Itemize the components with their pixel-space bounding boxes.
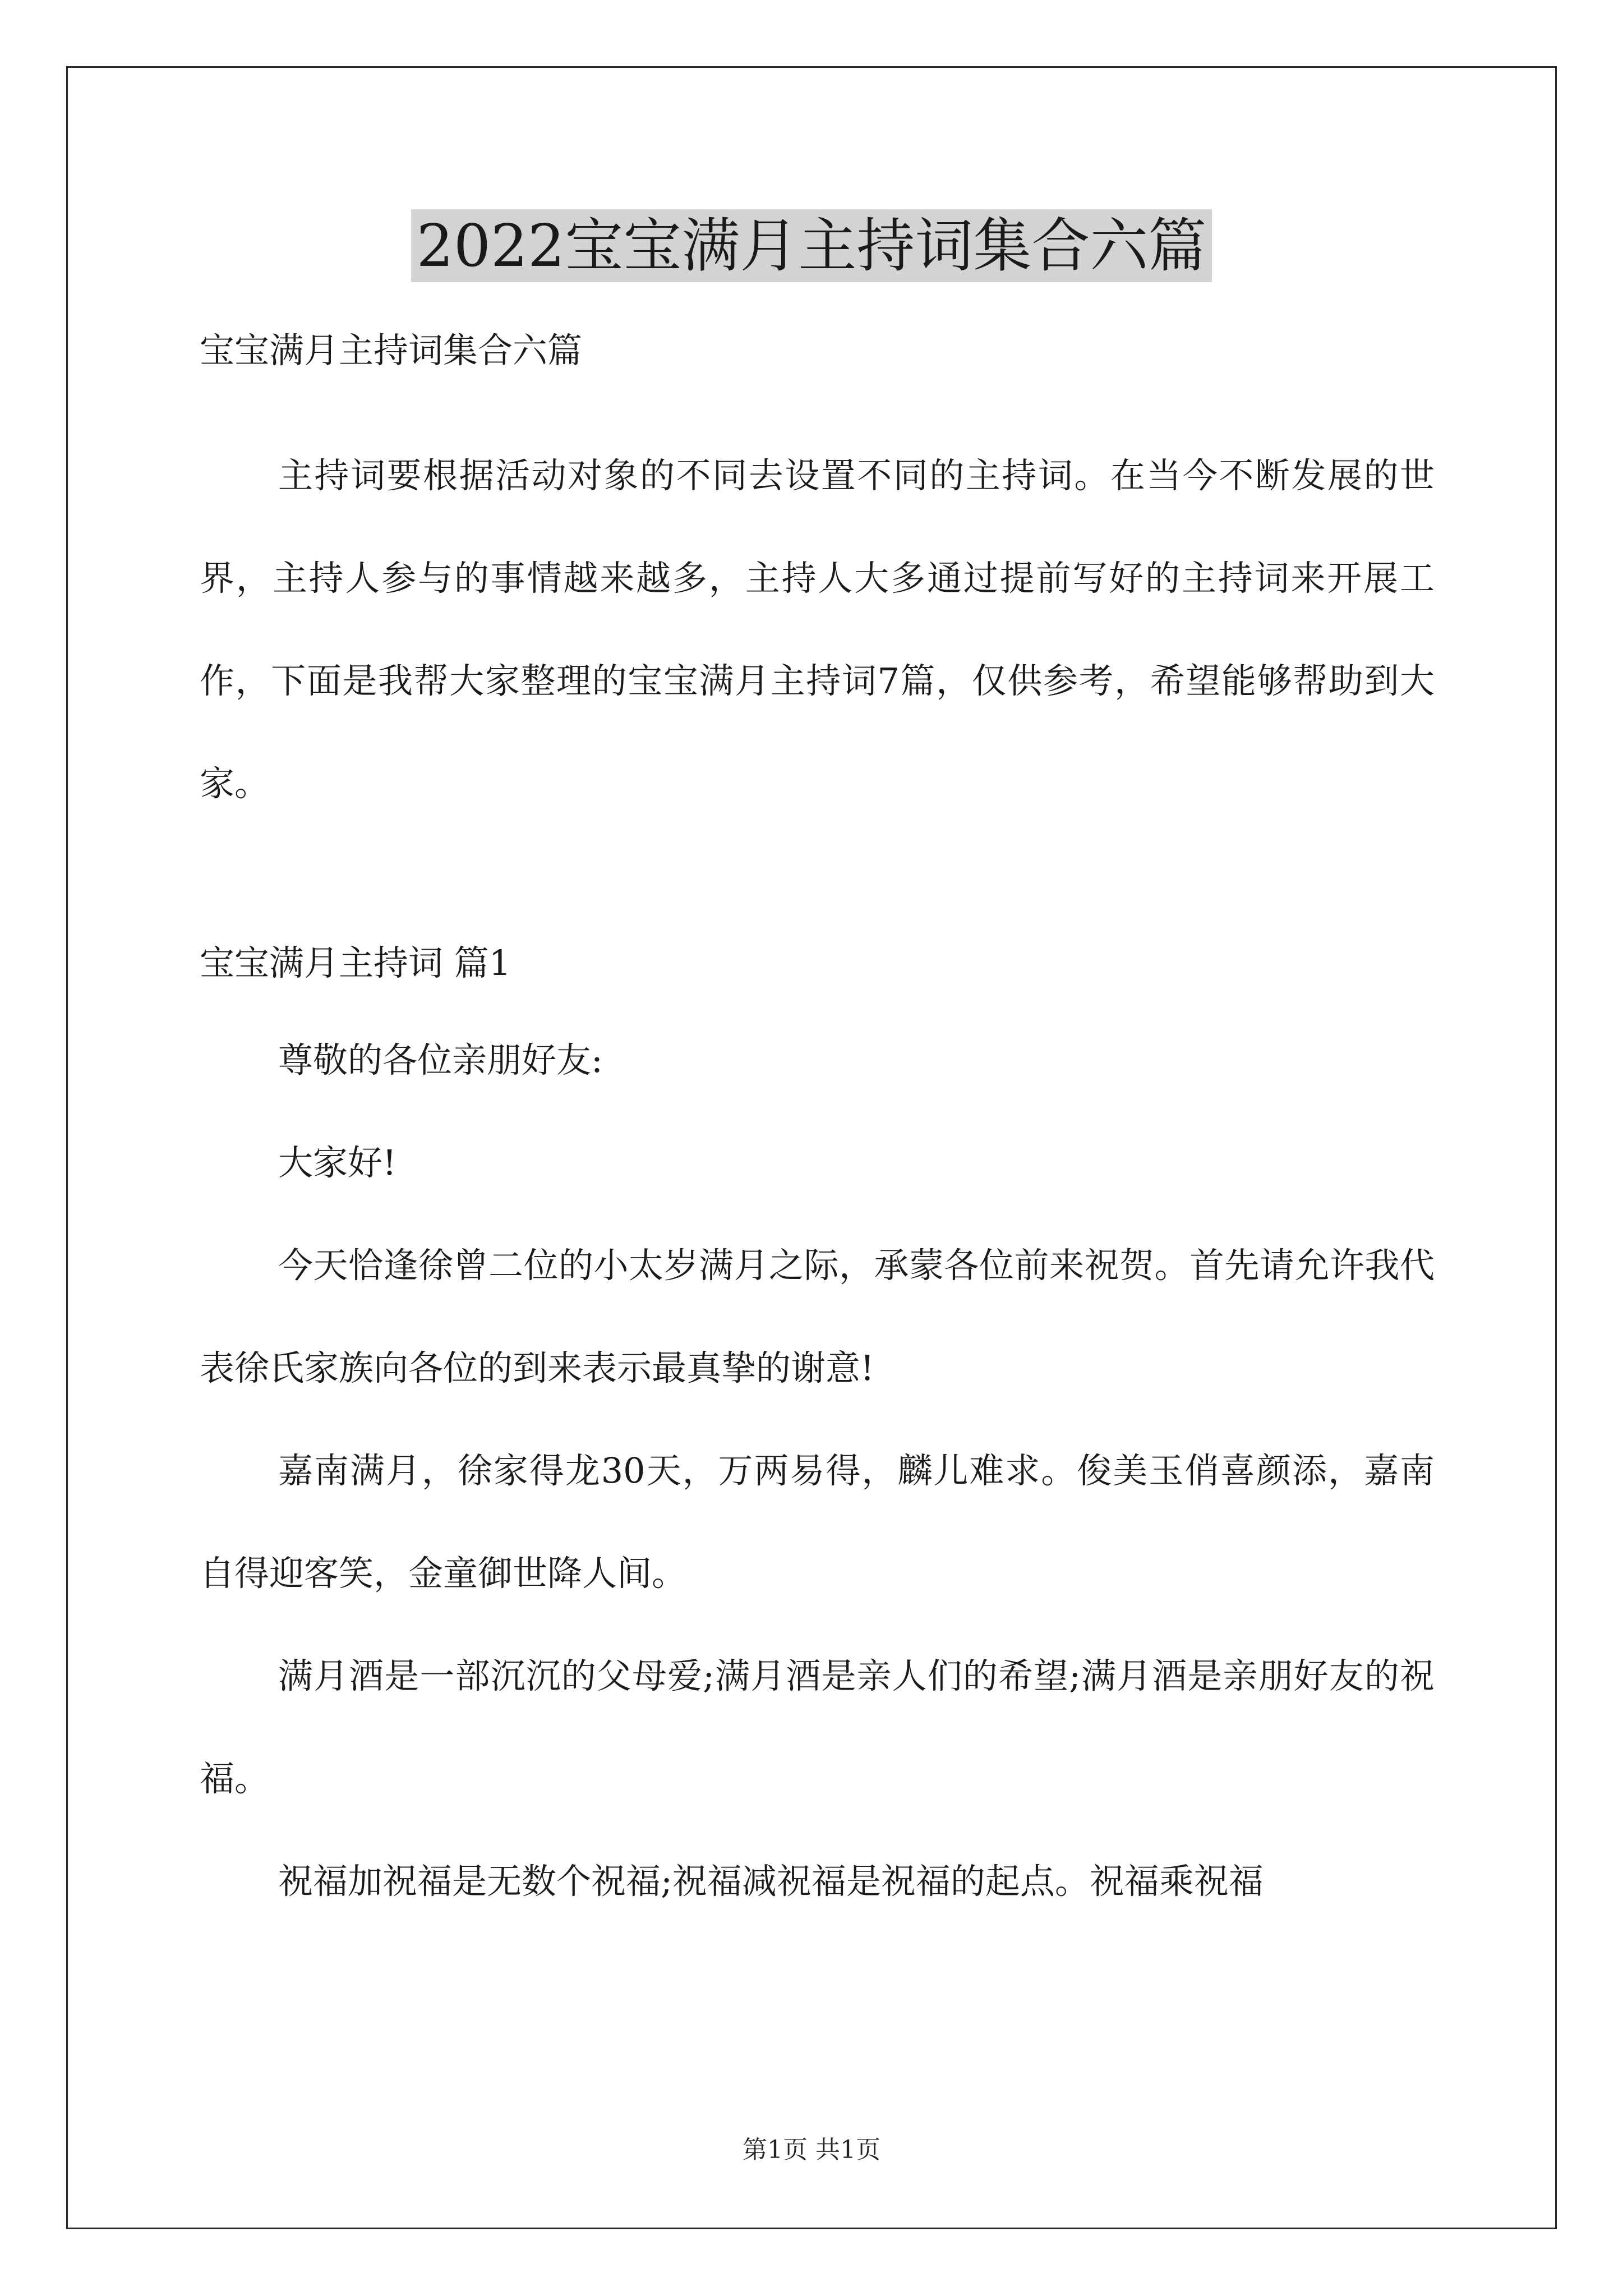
- document-title-text: 2022宝宝满月主持词集合六篇: [411, 209, 1212, 282]
- document-body: [200, 303, 1435, 1932]
- intro-paragraph: 主持词要根据活动对象的不同去设置不同的主持词。在当今不断发展的世界，主持人参与的事情越来越多，主持人大多通过提前写好的主持词来开展工作，下面是我帮大家整理的宝宝满月主持词7篇，仅供参考，希望能够帮助到大家。: [200, 455, 1435, 804]
- paragraph-thanks: 今天恰逢徐曾二位的小太岁满月之际，承蒙各位前来祝贺。首先请允许我代表徐氏家族向各位的到来表示最真挚的谢意!: [200, 1245, 1435, 1388]
- paragraph-wine: 满月酒是一部沉沉的父母爱;满月酒是亲人们的希望;满月酒是亲朋好友的祝福。: [200, 1655, 1435, 1799]
- paragraph-greeting: 大家好!: [278, 1142, 396, 1183]
- paragraph-blessing: 祝福加祝福是无数个祝福;祝福减祝福是祝福的起点。祝福乘祝福: [278, 1861, 1264, 1902]
- document-title: [0, 208, 1623, 284]
- page-footer: 第1页 共1页: [743, 2136, 880, 2164]
- paragraph-full-month: 嘉南满月，徐家得龙30天，万两易得，麟儿难求。俊美玉俏喜颜添，嘉南自得迎客笑，金童御世降人间。: [200, 1450, 1435, 1594]
- section-heading: 宝宝满月主持词 篇1: [200, 942, 511, 983]
- subtitle: 宝宝满月主持词集合六篇: [200, 330, 583, 371]
- paragraph-salutation: 尊敬的各位亲朋好友:: [278, 1039, 603, 1080]
